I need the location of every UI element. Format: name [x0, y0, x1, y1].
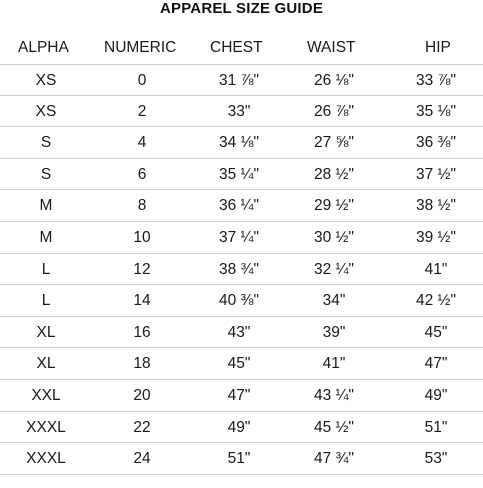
cell-waist: 26 ⅛"	[314, 72, 354, 89]
cell-chest: 36 ¼"	[219, 197, 259, 215]
cell-waist: 41"	[322, 355, 346, 373]
cell-numeric: 0	[137, 72, 147, 89]
cell-hip: 47"	[424, 355, 448, 373]
cell-numeric: 14	[133, 292, 151, 310]
cell-alpha: XXXL	[26, 418, 66, 436]
cell-alpha: XL	[36, 323, 56, 341]
header-waist: WAIST	[307, 39, 356, 56]
size-table-body	[0, 64, 483, 475]
cell-alpha: XXXL	[26, 450, 66, 468]
cell-hip: 39 ½"	[416, 228, 456, 246]
cell-hip: 41"	[424, 260, 448, 278]
cell-waist: 29 ½"	[314, 197, 354, 215]
cell-hip: 36 ⅜"	[416, 134, 456, 152]
table-row	[0, 317, 483, 349]
cell-hip: 37 ½"	[416, 165, 456, 183]
header-numeric: NUMERIC	[104, 39, 177, 56]
cell-alpha: M	[39, 197, 53, 215]
cell-hip: 45"	[424, 323, 448, 341]
cell-chest: 47"	[227, 386, 251, 404]
table-row	[0, 190, 483, 222]
table-row	[0, 443, 483, 475]
table-row	[0, 64, 483, 96]
table-row	[0, 254, 483, 286]
table-row	[0, 285, 483, 317]
cell-waist: 30 ½"	[314, 228, 354, 246]
cell-alpha: L	[41, 292, 51, 310]
cell-numeric: 22	[133, 418, 151, 436]
cell-hip: 42 ½"	[416, 292, 456, 310]
table-row	[0, 348, 483, 380]
cell-chest: 33"	[227, 102, 251, 120]
cell-hip: 53"	[424, 450, 448, 468]
cell-waist: 47 ¾"	[314, 450, 354, 468]
cell-numeric: 20	[133, 386, 151, 404]
table-row	[0, 159, 483, 191]
cell-alpha: XXL	[31, 386, 61, 404]
cell-alpha: XS	[35, 72, 57, 89]
cell-waist: 27 ⅝"	[314, 134, 354, 152]
cell-hip: 38 ½"	[416, 197, 456, 215]
cell-waist: 34"	[322, 292, 346, 310]
cell-waist: 45 ½"	[314, 418, 354, 436]
table-row	[0, 380, 483, 412]
cell-hip: 51"	[424, 418, 448, 436]
table-row	[0, 412, 483, 444]
cell-chest: 49"	[227, 418, 251, 436]
cell-numeric: 8	[137, 197, 147, 215]
cell-alpha: XL	[36, 355, 56, 373]
cell-waist: 39"	[322, 323, 346, 341]
cell-hip: 49"	[424, 386, 448, 404]
cell-waist: 26 ⅞"	[314, 102, 354, 120]
cell-chest: 34 ⅛"	[219, 134, 259, 152]
cell-chest: 35 ¼"	[219, 165, 259, 183]
cell-hip: 35 ⅛"	[416, 102, 456, 120]
cell-chest: 31 ⅞"	[219, 72, 259, 89]
cell-numeric: 12	[133, 260, 151, 278]
cell-numeric: 4	[137, 134, 147, 152]
header-hip: HIP	[425, 39, 451, 56]
cell-numeric: 6	[137, 165, 147, 183]
cell-alpha: S	[40, 165, 52, 183]
table-row	[0, 127, 483, 159]
table-row	[0, 96, 483, 128]
cell-numeric: 18	[133, 355, 151, 373]
cell-chest: 51"	[227, 450, 251, 468]
cell-numeric: 24	[133, 450, 151, 468]
cell-alpha: L	[41, 260, 51, 278]
cell-alpha: S	[40, 134, 52, 152]
cell-chest: 40 ⅜"	[219, 292, 259, 310]
cell-hip: 33 ⅞"	[416, 72, 456, 89]
cell-waist: 43 ¼"	[314, 386, 354, 404]
cell-waist: 28 ½"	[314, 165, 354, 183]
cell-numeric: 2	[137, 102, 147, 120]
cell-chest: 43"	[227, 323, 251, 341]
header-chest: CHEST	[210, 39, 263, 56]
cell-waist: 32 ¼"	[314, 260, 354, 278]
cell-chest: 38 ¾"	[219, 260, 259, 278]
cell-alpha: M	[39, 228, 53, 246]
table-header	[0, 33, 483, 63]
header-alpha: ALPHA	[18, 39, 69, 56]
cell-chest: 45"	[227, 355, 251, 373]
cell-alpha: XS	[35, 102, 57, 120]
cell-chest: 37 ¼"	[219, 228, 259, 246]
cell-numeric: 10	[133, 228, 151, 246]
page-title: APPAREL SIZE GUIDE	[159, 0, 324, 17]
cell-numeric: 16	[133, 323, 151, 341]
table-row	[0, 222, 483, 254]
